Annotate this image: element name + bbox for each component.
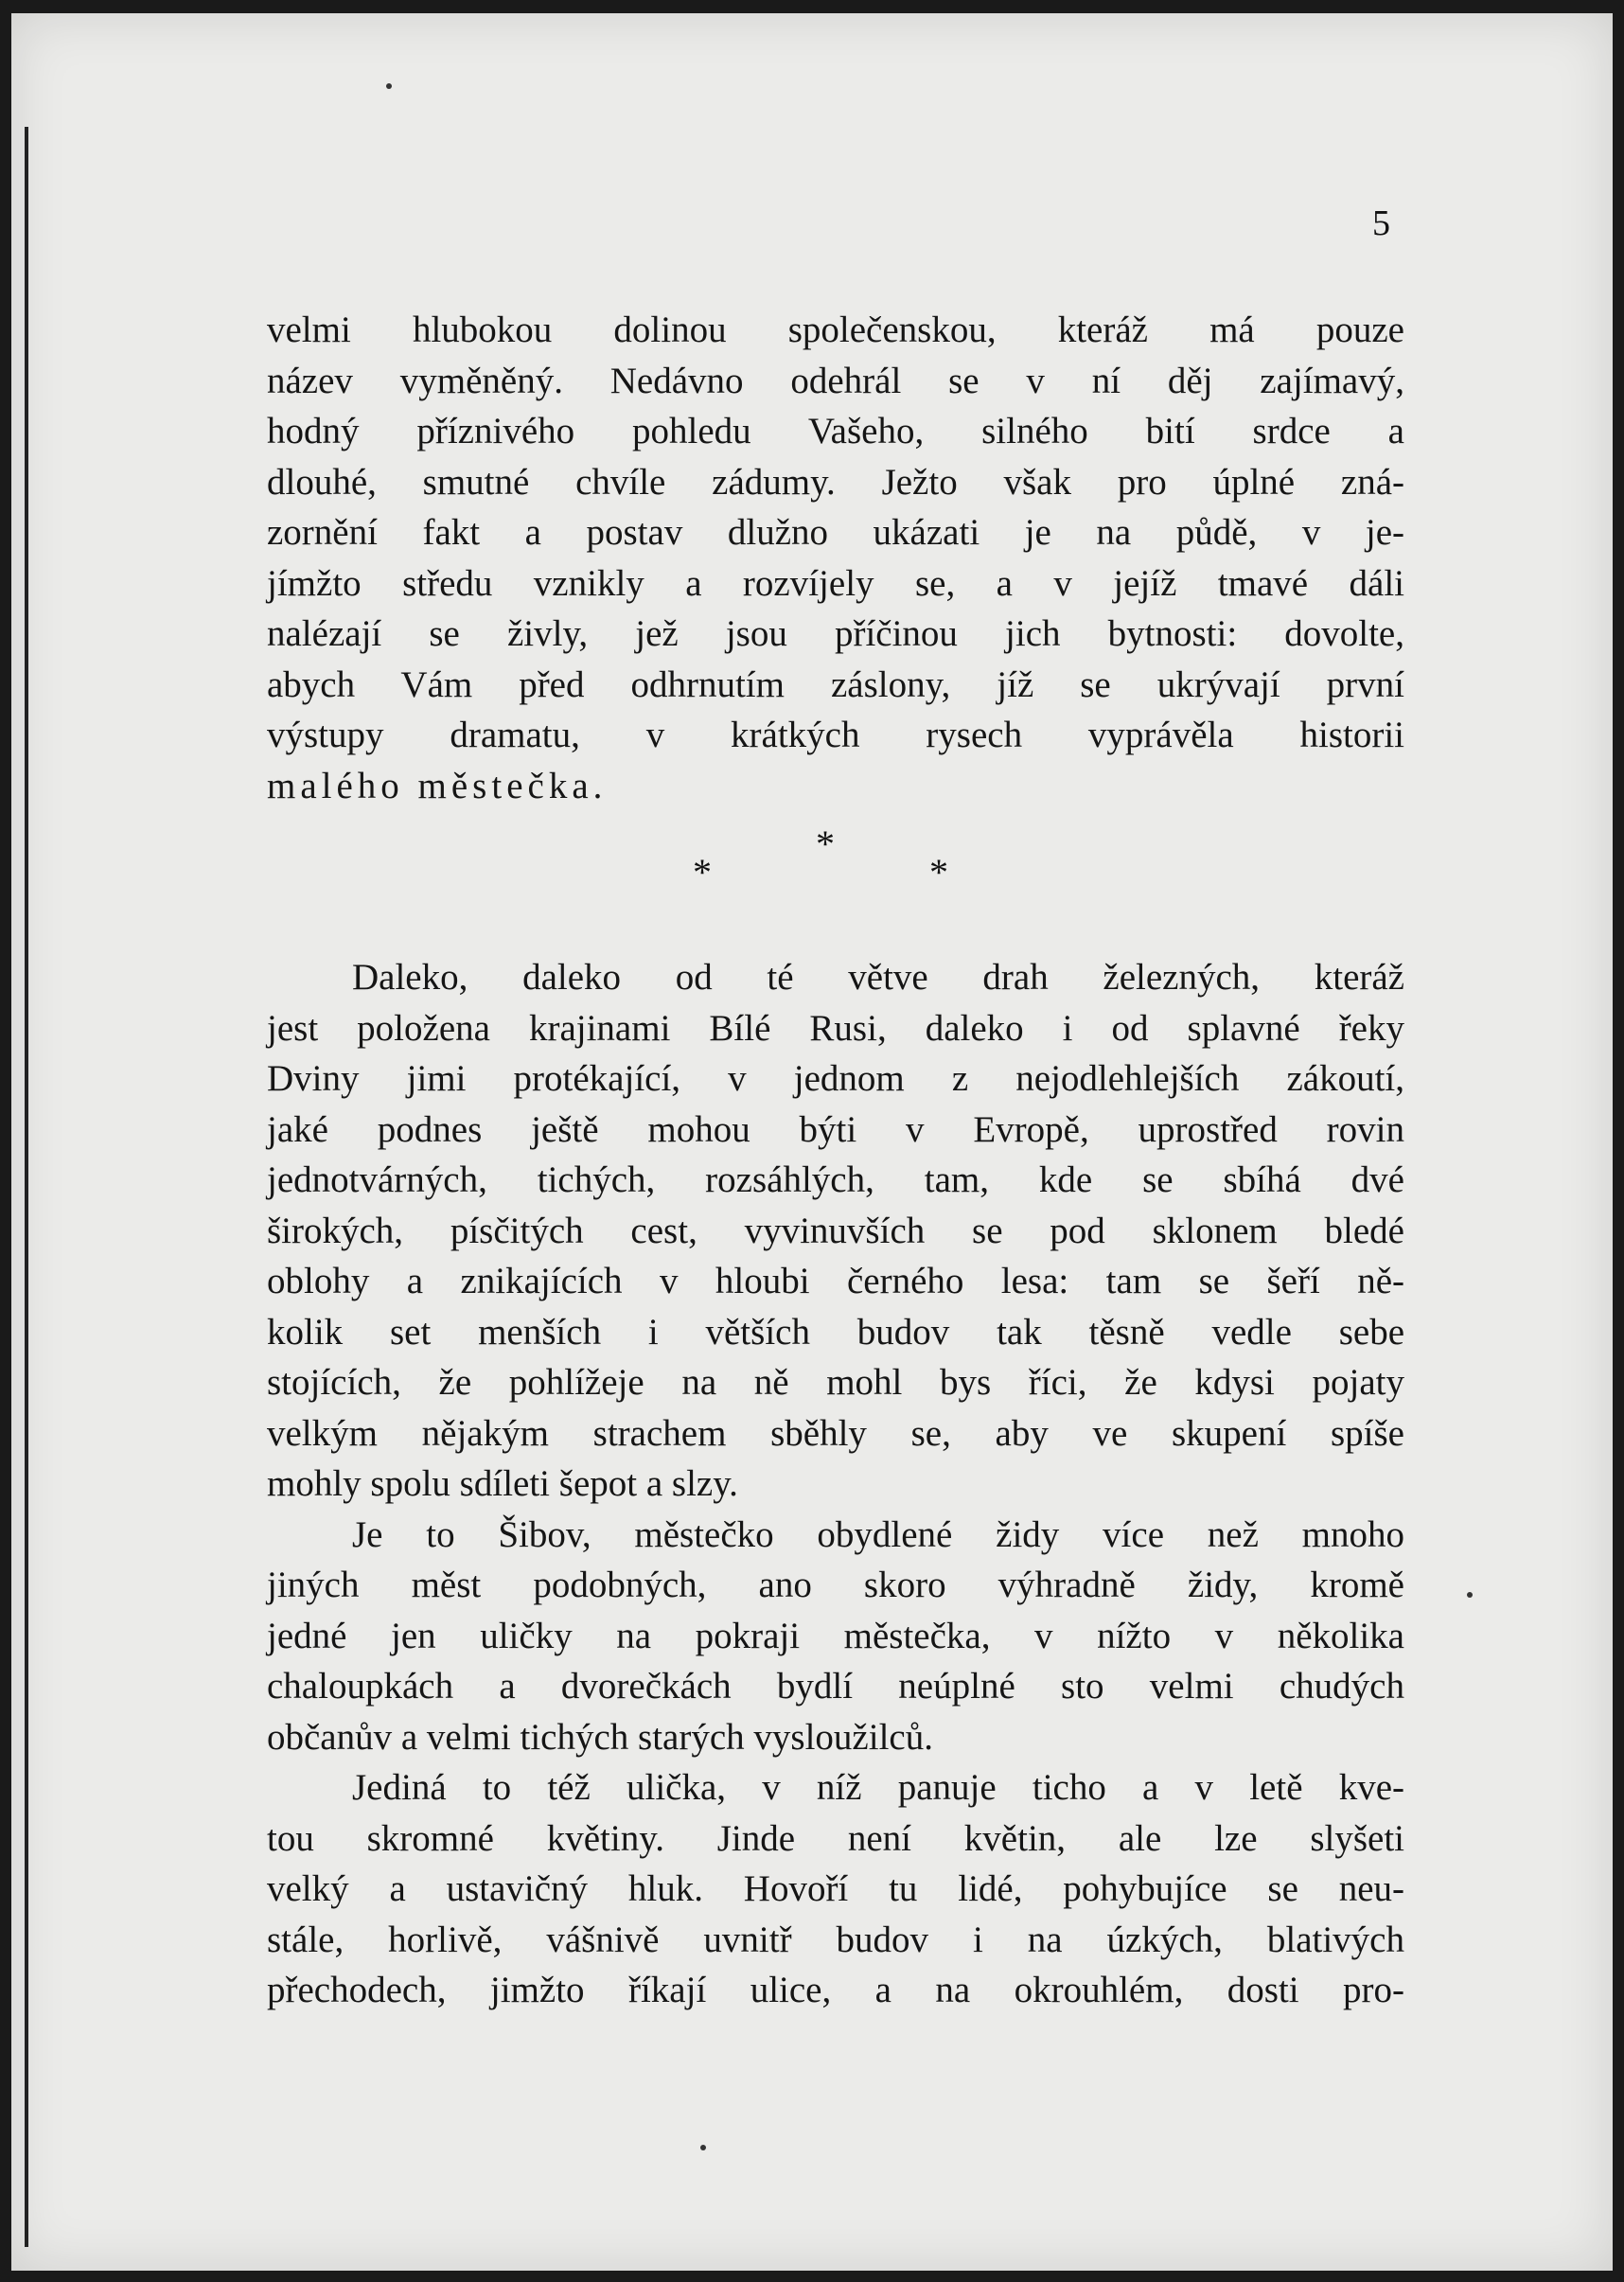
- page-edge-rule: [25, 127, 28, 2247]
- paper-speck: [1467, 1592, 1473, 1598]
- text-line: velkým nějakým strachem sběhly se, aby ve skupení spíše: [267, 1412, 1404, 1454]
- paper-speck: [386, 83, 392, 89]
- text-line: výstupy dramatu, v krátkých rysech vyprávěla historii: [267, 715, 1404, 755]
- page-number: 5: [1372, 203, 1390, 243]
- text-line: tou skromné květiny. Jinde není květin, ale lze slyšeti: [267, 1817, 1404, 1859]
- text-line: zornění fakt a postav dlužno ukázati je na půdě, v je-: [267, 512, 1404, 553]
- paper-speck: [700, 2145, 706, 2150]
- text-line: jednotvárných, tichých, rozsáhlých, tam, kde se sbíhá dvé: [267, 1159, 1404, 1200]
- text-line: kolik set menších i větších budov tak těsně vedle sebe: [267, 1311, 1404, 1353]
- asterisk: *: [693, 851, 712, 893]
- book-page: [11, 13, 1613, 2271]
- asterisk: *: [929, 851, 948, 893]
- text-line: velký a ustavičný hluk. Hovoří tu lidé, pohybujíce se neu-: [267, 1868, 1404, 1909]
- paragraph-main: [267, 952, 1404, 2016]
- text-line: Jediná to též ulička, v níž panuje ticho a v letě kve-: [352, 1767, 1404, 1808]
- text-line: jedné jen uličky na pokraji městečka, v nížto v několika: [267, 1615, 1404, 1656]
- text-line: dlouhé, smutné chvíle zádumy. Ježto však pro úplné zná-: [267, 461, 1404, 503]
- text-line: Dviny jimi protékající, v jednom z nejodlehlejších zákoutí,: [267, 1058, 1404, 1099]
- text-line: nalézají se živly, jež jsou příčinou jich bytnosti: dovolte,: [267, 613, 1404, 654]
- text-line: malého městečka.: [267, 765, 608, 806]
- text-line: název vyměněný. Nedávno odehrál se v ní děj zajímavý,: [267, 360, 1404, 401]
- text-line: přechodech, jimžto říkají ulice, a na okrouhlém, dosti pro-: [267, 1970, 1404, 2010]
- text-line: Je to Šibov, městečko obydlené židy více než mnoho: [352, 1513, 1404, 1555]
- text-line: občanův a velmi tichých starých vysloužilců.: [267, 1716, 933, 1758]
- section-asterism: [693, 822, 967, 893]
- text-line: hodný příznivého pohledu Vašeho, silného bití srdce a: [267, 411, 1404, 451]
- text-line: abych Vám před odhrnutím záslony, jíž se ukrývají první: [267, 663, 1404, 705]
- text-line: mohly spolu sdíleti šepot a slzy.: [267, 1463, 738, 1504]
- text-line: širokých, písčitých cest, vyvinuvších se pod sklonem bledé: [267, 1210, 1404, 1251]
- paragraph-intro: [267, 305, 1404, 811]
- text-line: velmi hlubokou dolinou společenskou, kteráž má pouze: [267, 310, 1404, 350]
- text-line: jiných měst podobných, ano skoro výhradně židy, kromě: [267, 1565, 1404, 1605]
- text-line: jímžto středu vznikly a rozvíjely se, a v jejíž tmavé dáli: [267, 562, 1404, 604]
- text-line: jest položena krajinami Bílé Rusi, daleko i od splavné řeky: [267, 1007, 1404, 1049]
- text-line: stále, horlivě, vášnivě uvnitř budov i na úzkých, blativých: [267, 1919, 1404, 1960]
- text-line: oblohy a znikajících v hloubi černého lesa: tam se šeří ně-: [267, 1261, 1404, 1301]
- text-line: Daleko, daleko od té větve drah železných, kteráž: [352, 957, 1404, 998]
- text-line: jaké podnes ještě mohou býti v Evropě, uprostřed rovin: [267, 1108, 1404, 1150]
- text-line: chaloupkách a dvorečkách bydlí neúplné sto velmi chudých: [267, 1666, 1404, 1707]
- text-line: stojících, že pohlížeje na ně mohl bys říci, že kdysi pojaty: [267, 1362, 1404, 1403]
- asterisk: *: [816, 823, 835, 865]
